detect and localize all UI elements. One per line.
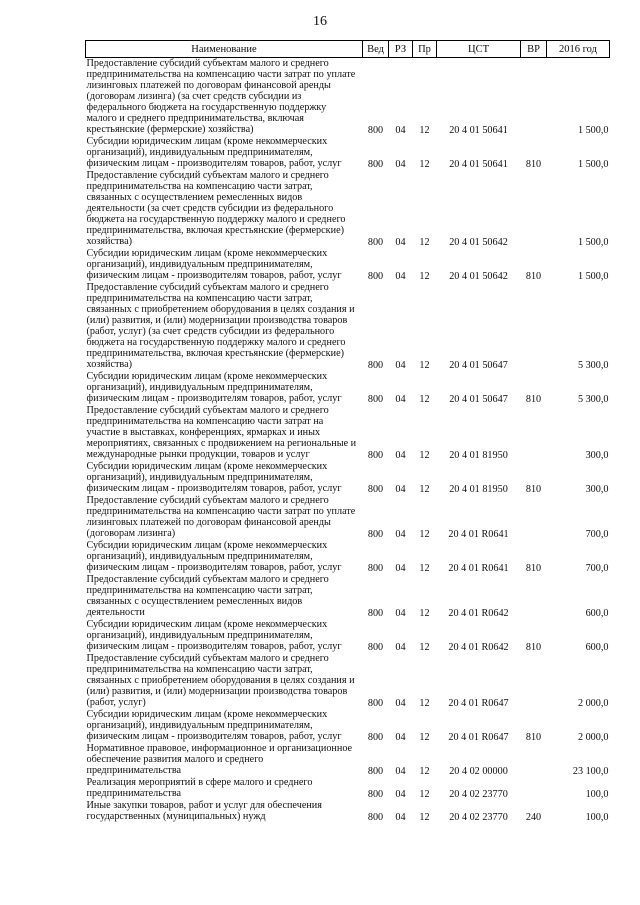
table-row [86, 800, 610, 823]
row-amount: 5 300,0 [577, 394, 609, 405]
row-cst: 20 4 01 81950 [449, 484, 508, 495]
row-name: Предоставление субсидий субъектам малого и среднего предпринимательства на компенсацию части затрат, связанных с осуществлением ремесленных видов деятельности [86, 574, 329, 618]
row-ved: 800 [367, 529, 384, 540]
row-name: Субсидии юридическим лицам (кроме некоммерческих организаций), индивидуальным предпринимателям, физическим лицам - производителям товаров, работ, услуг [86, 709, 342, 742]
header-cst: ЦСТ [437, 41, 521, 58]
row-ved: 800 [367, 360, 384, 371]
row-rz: 04 [395, 360, 406, 371]
table-row [86, 495, 610, 540]
row-ved: 800 [367, 812, 384, 823]
table-row [86, 405, 610, 461]
row-vr [521, 495, 547, 540]
row-amount: 23 100,0 [572, 766, 609, 777]
row-rz: 04 [395, 812, 406, 823]
table-row [86, 170, 610, 248]
row-vr [521, 170, 547, 248]
table-row [86, 743, 610, 777]
row-vr [521, 282, 547, 371]
row-rz: 04 [395, 125, 406, 136]
row-vr [521, 574, 547, 619]
row-rz: 04 [395, 529, 406, 540]
row-pr: 12 [419, 271, 430, 282]
row-name: Субсидии юридическим лицам (кроме некоммерческих организаций), индивидуальным предпринимателям, физическим лицам - производителям товаров, работ, услуг [86, 540, 342, 573]
row-pr: 12 [419, 766, 430, 777]
row-rz: 04 [395, 271, 406, 282]
row-cst: 20 4 01 R0641 [448, 529, 509, 540]
row-name: Предоставление субсидий субъектам малого и среднего предпринимательства на компенсацию части затрат по уплате лизинговых платежей по договорам финансовой аренды (договорам лизинга) [86, 495, 356, 539]
row-pr: 12 [419, 732, 430, 743]
row-vr: 810 [525, 642, 542, 653]
row-vr [521, 653, 547, 709]
header-ved: Вед [363, 41, 389, 58]
row-ved: 800 [367, 125, 384, 136]
row-pr: 12 [419, 812, 430, 823]
row-amount: 700,0 [585, 563, 609, 574]
row-cst: 20 4 01 50647 [449, 394, 508, 405]
row-amount: 1 500,0 [577, 159, 609, 170]
row-amount: 1 500,0 [577, 271, 609, 282]
row-name: Нормативное правовое, информационное и организационное обеспечение развития малого и среднего предпринимательства [86, 743, 353, 776]
row-ved: 800 [367, 394, 384, 405]
header-rz: РЗ [389, 41, 413, 58]
row-pr: 12 [419, 608, 430, 619]
row-vr: 810 [525, 394, 542, 405]
row-name: Предоставление субсидий субъектам малого и среднего предпринимательства на компенсацию части затрат, связанных с приобретением оборудования в целях создания и (или) развития, и (или) модернизации производства товаров (работ, услуг) [86, 653, 355, 708]
row-cst: 20 4 01 50641 [449, 159, 508, 170]
row-rz: 04 [395, 766, 406, 777]
row-cst: 20 4 02 23770 [449, 812, 508, 823]
row-ved: 800 [367, 732, 384, 743]
row-vr [521, 743, 547, 777]
row-amount: 100,0 [585, 812, 609, 823]
row-cst: 20 4 01 R0642 [448, 642, 509, 653]
row-cst: 20 4 01 50641 [449, 125, 508, 136]
row-vr: 810 [525, 732, 542, 743]
row-ved: 800 [367, 789, 384, 800]
row-ved: 800 [367, 450, 384, 461]
row-pr: 12 [419, 450, 430, 461]
row-rz: 04 [395, 642, 406, 653]
row-amount: 300,0 [585, 450, 609, 461]
row-name: Субсидии юридическим лицам (кроме некоммерческих организаций), индивидуальным предпринимателям, физическим лицам - производителям товаров, работ, услуг [86, 248, 342, 281]
row-name: Реализация мероприятий в сфере малого и среднего предпринимательства [86, 777, 313, 799]
row-name: Субсидии юридическим лицам (кроме некоммерческих организаций), индивидуальным предпринимателям, физическим лицам - производителям товаров, работ, услуг [86, 619, 342, 652]
row-amount: 2 000,0 [577, 698, 609, 709]
row-ved: 800 [367, 608, 384, 619]
row-vr [521, 58, 547, 137]
table-header-row [86, 41, 610, 58]
row-vr [521, 777, 547, 800]
row-vr [521, 405, 547, 461]
row-amount: 700,0 [585, 529, 609, 540]
row-vr: 810 [525, 484, 542, 495]
row-amount: 1 500,0 [577, 237, 609, 248]
table-row [86, 619, 610, 653]
row-cst: 20 4 01 R0642 [448, 608, 509, 619]
table-row [86, 653, 610, 709]
row-pr: 12 [419, 698, 430, 709]
row-amount: 1 500,0 [577, 125, 609, 136]
row-pr: 12 [419, 642, 430, 653]
row-rz: 04 [395, 159, 406, 170]
table-row [86, 136, 610, 170]
row-cst: 20 4 01 50647 [449, 360, 508, 371]
row-name: Предоставление субсидий субъектам малого и среднего предпринимательства на компенсацию части затрат, связанных с приобретением оборудования в целях создания и (или) развития, и (или) модернизации производства товаров (работ, услуг) (за счет средств субсидии из федерального бюджета на государственную поддержку малого и среднего предпринимательства, включая крестьянские (фермерские) хозяйства) [86, 282, 355, 370]
row-cst: 20 4 01 50642 [449, 237, 508, 248]
page-number: 16 [313, 14, 327, 29]
row-ved: 800 [367, 766, 384, 777]
row-pr: 12 [419, 529, 430, 540]
row-ved: 800 [367, 159, 384, 170]
row-vr: 810 [525, 271, 542, 282]
header-amount: 2016 год [547, 41, 610, 58]
row-cst: 20 4 01 R0641 [448, 563, 509, 574]
row-pr: 12 [419, 159, 430, 170]
row-cst: 20 4 01 81950 [449, 450, 508, 461]
header-pr: Пр [413, 41, 437, 58]
table-row [86, 777, 610, 800]
row-vr: 810 [525, 159, 542, 170]
row-pr: 12 [419, 237, 430, 248]
budget-table [85, 40, 610, 823]
row-cst: 20 4 01 R0647 [448, 698, 509, 709]
row-pr: 12 [419, 789, 430, 800]
row-name: Предоставление субсидий субъектам малого и среднего предпринимательства на компенсацию части затрат на участие в выставках, конференциях, ярмарках и иных мероприятиях, связанных с продвижением на региональные и международные рынки продукции, товаров и услуг [86, 405, 357, 460]
row-vr: 240 [525, 812, 542, 823]
row-ved: 800 [367, 237, 384, 248]
table-row [86, 540, 610, 574]
header-name: Наименование [86, 41, 363, 58]
row-name: Субсидии юридическим лицам (кроме некоммерческих организаций), индивидуальным предпринимателям, физическим лицам - производителям товаров, работ, услуг [86, 461, 342, 494]
row-amount: 600,0 [585, 642, 609, 653]
row-rz: 04 [395, 563, 406, 574]
row-pr: 12 [419, 360, 430, 371]
row-name: Предоставление субсидий субъектам малого и среднего предпринимательства на компенсацию части затрат, связанных с осуществлением ремесленных видов деятельности (за счет средств субсидии из федерального бюджета на государственную поддержку малого и среднего предпринимательства, включая крестьянские (фермерские) хозяйства) [86, 170, 346, 247]
row-amount: 100,0 [585, 789, 609, 800]
row-rz: 04 [395, 789, 406, 800]
row-cst: 20 4 01 R0647 [448, 732, 509, 743]
table-row [86, 282, 610, 371]
row-name: Субсидии юридическим лицам (кроме некоммерческих организаций), индивидуальным предпринимателям, физическим лицам - производителям товаров, работ, услуг [86, 371, 342, 404]
row-rz: 04 [395, 450, 406, 461]
row-pr: 12 [419, 394, 430, 405]
row-cst: 20 4 02 00000 [449, 766, 508, 777]
row-ved: 800 [367, 563, 384, 574]
row-rz: 04 [395, 484, 406, 495]
table-row [86, 248, 610, 282]
row-pr: 12 [419, 484, 430, 495]
table-row [86, 371, 610, 405]
row-ved: 800 [367, 271, 384, 282]
row-cst: 20 4 02 23770 [449, 789, 508, 800]
row-pr: 12 [419, 125, 430, 136]
row-amount: 5 300,0 [577, 360, 609, 371]
header-vr: ВР [521, 41, 547, 58]
row-rz: 04 [395, 394, 406, 405]
row-rz: 04 [395, 732, 406, 743]
row-vr: 810 [525, 563, 542, 574]
row-ved: 800 [367, 698, 384, 709]
table-row [86, 461, 610, 495]
row-pr: 12 [419, 563, 430, 574]
table-row [86, 58, 610, 137]
row-ved: 800 [367, 642, 384, 653]
row-name: Субсидии юридическим лицам (кроме некоммерческих организаций), индивидуальным предпринимателям, физическим лицам - производителям товаров, работ, услуг [86, 136, 342, 169]
row-amount: 600,0 [585, 608, 609, 619]
table-row [86, 574, 610, 619]
row-name: Предоставление субсидий субъектам малого и среднего предпринимательства на компенсацию части затрат по уплате лизинговых платежей по договорам финансовой аренды (договорам лизинга) (за счет средств субсидии из федерального бюджета на государственную поддержку малого и среднего предпринимательства, включая крестьянские (фермерские) хозяйства) [86, 58, 356, 135]
row-rz: 04 [395, 698, 406, 709]
table-row [86, 709, 610, 743]
row-rz: 04 [395, 608, 406, 619]
row-amount: 300,0 [585, 484, 609, 495]
row-amount: 2 000,0 [577, 732, 609, 743]
row-name: Иные закупки товаров, работ и услуг для обеспечения государственных (муниципальных) нужд [86, 800, 322, 822]
row-cst: 20 4 01 50642 [449, 271, 508, 282]
row-rz: 04 [395, 237, 406, 248]
row-ved: 800 [367, 484, 384, 495]
